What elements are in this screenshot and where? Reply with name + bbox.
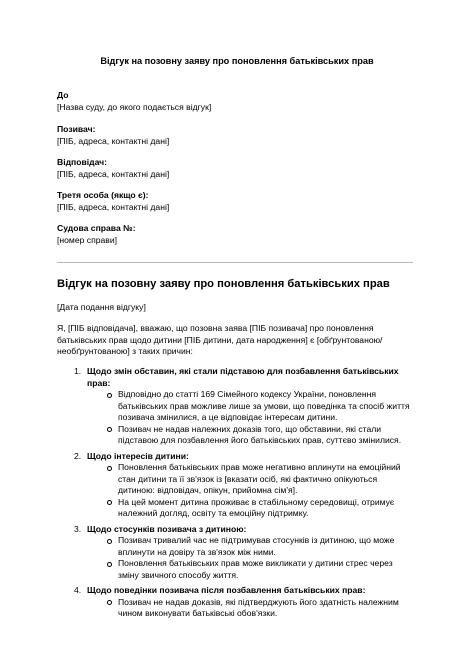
reason-title: Щодо змін обставин, які стали підставою для позбавлення батьківських прав: <box>87 366 399 388</box>
list-item <box>87 535 413 558</box>
circle-bullet-icon <box>107 393 112 398</box>
list-item-text: На цей момент дитина проживає в стабільному середовищі, отримує належний догляд, освіту та емоційну підтримку. <box>118 496 395 518</box>
list-item-text: Відповідно до статті 169 Сімейного кодексу України, поновлення батьківських прав можливе лише за умови, що поведінка та спосіб життя позивача змінилися, а це відповідає інтересам дитини. <box>118 389 410 422</box>
reason-number: 1. <box>74 366 82 376</box>
reasons-list <box>57 366 413 624</box>
list-item <box>87 389 413 424</box>
list-item-text: Позивач не надав належних доказів того, що обставини, які стали підставою для позбавлення його батьківських прав, суттєво змінилися. <box>118 423 402 445</box>
circle-bullet-icon <box>107 600 112 605</box>
reason-number: 2. <box>74 450 82 461</box>
section-heading: Відгук на позовну заяву про поновлення батьківських прав <box>57 278 390 290</box>
field-label: До <box>57 90 69 100</box>
circle-bullet-icon <box>107 427 112 432</box>
intro-paragraph: Я, [ПІБ відповідача], вважаю, що позовна заява [ПІБ позивача] про поновлення батьківських прав щодо дитини [ПІБ дитини, дата народження] є [обґрунтованою/необґрунтованою] з таких причин: <box>57 323 383 356</box>
document-title: Відгук на позовну заяву про поновлення батьківських прав <box>100 56 374 66</box>
list-item-text: Поновлення батьківських прав може негативно вплинути на емоційний стан дитини та її зв'язок із [вказати осіб, які фактично опікуються дитиною: відповідач, опікун, прийомна сім'я]. <box>118 462 401 495</box>
circle-bullet-icon <box>107 562 112 567</box>
field-value: [ПІБ, адреса, контактні дані] <box>57 136 170 146</box>
list-item <box>87 558 413 581</box>
field-plaintiff <box>57 123 169 147</box>
field-label: Позивач: <box>57 124 96 134</box>
list-item <box>87 497 413 520</box>
field-value: [ПІБ, адреса, контактні дані] <box>57 169 170 179</box>
field-value: [Назва суду, до якого подається відгук] <box>57 102 212 112</box>
field-third-party <box>57 189 169 213</box>
horizontal-divider <box>57 262 413 263</box>
submission-date: [Дата подання відгуку] <box>57 302 146 312</box>
circle-bullet-icon <box>107 539 112 544</box>
list-item-text: Позивач не надав доказів, які підтверджують його здатність належним чином виконувати батьківські обов'язки. <box>118 596 399 618</box>
circle-bullet-icon <box>107 466 112 471</box>
field-label: Відповідач: <box>57 157 108 167</box>
reason-number: 4. <box>74 585 82 595</box>
reason-item <box>57 451 413 520</box>
list-item <box>87 462 413 497</box>
field-defendant <box>57 156 169 180</box>
reason-title: Щодо поведінки позивача після позбавлення батьківських прав: <box>87 585 366 595</box>
reason-title: Щодо інтересів дитини: <box>87 450 189 461</box>
list-item <box>87 424 413 447</box>
list-item-text: Позивач тривалий час не підтримував стосунків із дитиною, що може вплинути на довіру та зв'язок між ними. <box>118 535 395 557</box>
field-label: Третя особа (якщо є): <box>57 190 149 200</box>
field-case-number <box>57 222 136 246</box>
field-value: [ПІБ, адреса, контактні дані] <box>57 202 170 212</box>
reason-number: 3. <box>74 523 82 534</box>
reason-title: Щодо стосунків позивача з дитиною: <box>87 523 247 534</box>
reason-item <box>57 585 413 620</box>
reason-item <box>57 524 413 582</box>
field-court <box>57 89 211 113</box>
reason-item <box>57 366 413 447</box>
field-value: [номер справи] <box>57 235 118 245</box>
circle-bullet-icon <box>107 500 112 505</box>
list-item <box>87 597 413 620</box>
field-label: Судова справа №: <box>57 223 136 233</box>
list-item-text: Поновлення батьківських прав може викликати у дитини стрес через зміну звичного способу життя. <box>118 558 393 580</box>
